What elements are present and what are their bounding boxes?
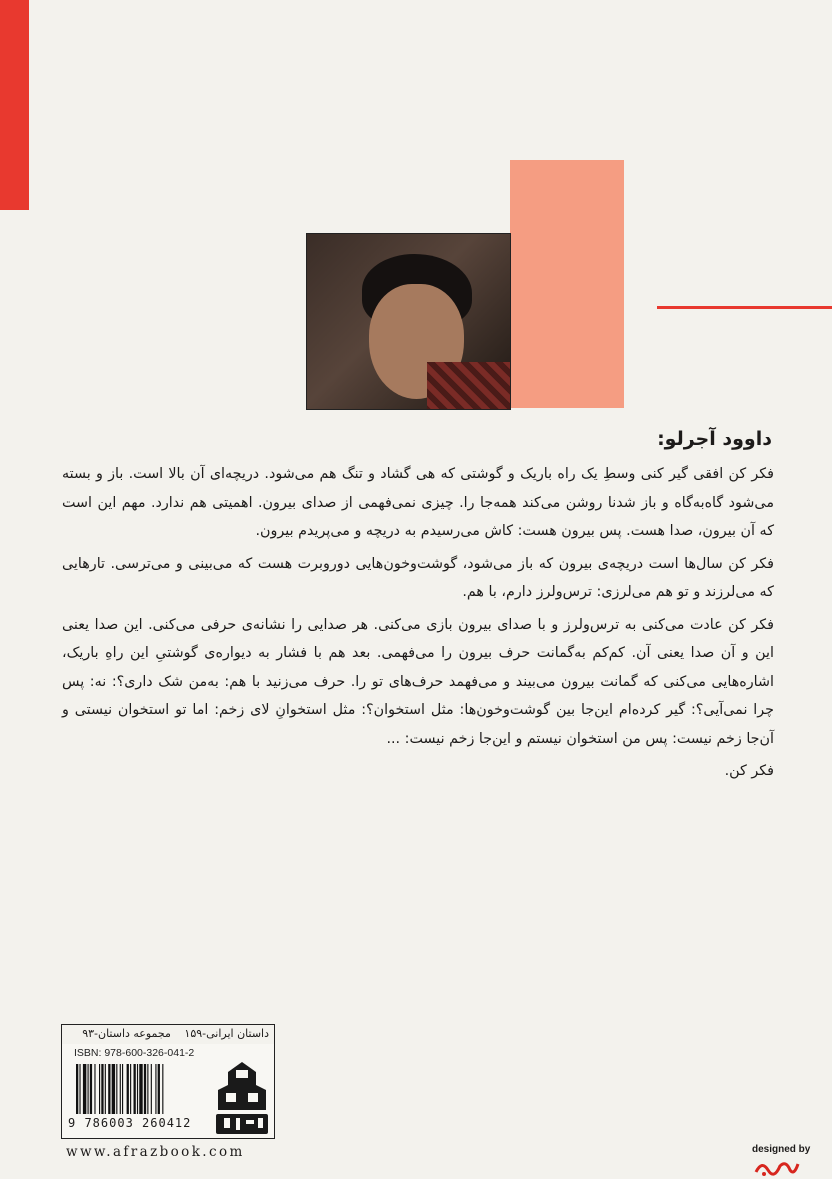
series-label-box	[61, 1024, 275, 1045]
salmon-color-block	[510, 160, 624, 408]
barcode-bar	[144, 1064, 146, 1114]
series-iranian-fiction: داستان ایرانی-۱۵۹	[184, 1027, 269, 1040]
barcode-bar	[94, 1064, 95, 1114]
barcode-bar	[76, 1064, 78, 1114]
blurb-paragraph: فکر کن عادت می‌کنی به ترس‌ولرز و با صدای بیرون بازی می‌کنی. هر صدایی را نشانه‌ی حرفی می‌کنی. این صدا یعنی این و آن صدا یعنی آن. کم‌کم به‌گمانت حرف بیرون را می‌فهمی. بعد هم با فشار به دیواره‌ی گوشتیِ این راهِ باریک، اشاره‌هایی می‌کنی که گمانت بیرون می‌بیند و می‌فهمد حرف‌های تو را. حرف می‌زنید با هم: به‌من شک داری؟: نه: پس چرا نمی‌آیی؟: گیر کرده‌ام این‌جا بین گوشت‌وخون‌ها: مثل استخوان؟: مثل استخوانِ لای زخم: اما تو استخوان نیستی و آن‌جا زخم نیست: پس من استخوان نیستم و این‌جا زخم نیست: ...	[62, 616, 774, 747]
afraz-logo-icon	[212, 1060, 272, 1136]
barcode-bar	[79, 1064, 80, 1114]
barcode-bar	[122, 1064, 123, 1114]
barcode-icon	[76, 1064, 206, 1116]
barcode-bar	[101, 1064, 103, 1114]
barcode-bar	[105, 1064, 106, 1114]
barcode-bar	[88, 1064, 89, 1114]
barcode-bar	[147, 1064, 148, 1114]
barcode-bar	[162, 1064, 163, 1114]
barcode-bar	[155, 1064, 156, 1114]
barcode-bar	[112, 1064, 115, 1114]
barcode-bar	[151, 1064, 152, 1114]
blurb-paragraph: فکر کن سال‌ها است دریچه‌ی بیرون که باز می‌شود، گوشت‌وخون‌هایی دوروبرت هست که می‌بینی و می‌ترسی. تارهایی که می‌لرزند و تو هم می‌لرزی: ترس‌ولرز دارم، با هم.	[62, 555, 774, 600]
barcode-digits: 9 786003 260412	[68, 1116, 192, 1130]
isbn-number: ISBN: 978-600-326-041-2	[74, 1047, 195, 1059]
barcode-bar	[139, 1064, 142, 1114]
barcode-panel	[61, 1044, 275, 1139]
barcode-bar	[90, 1064, 92, 1114]
red-accent-bar-left	[0, 0, 29, 210]
designer-signature-icon	[752, 1156, 802, 1178]
blurb-closing-line: فکر کن.	[724, 763, 774, 779]
barcode-bar	[116, 1064, 117, 1114]
barcode-bar	[130, 1064, 131, 1114]
publisher-website: www.afrazbook.com	[66, 1144, 245, 1160]
series-collection: مجموعه داستان-۹۳	[82, 1027, 171, 1040]
barcode-bar	[127, 1064, 129, 1114]
back-cover-blurb	[62, 460, 774, 790]
barcode-bar	[134, 1064, 136, 1114]
barcode-bar	[158, 1064, 160, 1114]
barcode-bar	[137, 1064, 138, 1114]
blurb-paragraph: فکر کن افقی گیر کنی وسطِ یک راه باریک و گوشتی که هی گشاد و تنگ هم می‌شود. دریچه‌ای آن بالا است. باز و بسته می‌شود گاه‌به‌گاه و باز شدنا روشن می‌کند همه‌جا را. چیزی نمی‌فهمی از صدای بیرون. اهمیتی هم ندارد. مهم این است که آن بیرون، صدا هست. پس بیرون هست: کاش می‌رسیدم به دریچه و می‌پریدم بیرون.	[62, 466, 774, 539]
author-name: داوود آجرلو:	[657, 428, 772, 450]
author-photo	[306, 233, 511, 410]
barcode-bar	[99, 1064, 100, 1114]
barcode-bar	[108, 1064, 110, 1114]
red-accent-line-right	[657, 306, 832, 309]
designed-by-label: designed by	[752, 1144, 811, 1155]
barcode-bar	[83, 1064, 86, 1114]
barcode-bar	[120, 1064, 121, 1114]
